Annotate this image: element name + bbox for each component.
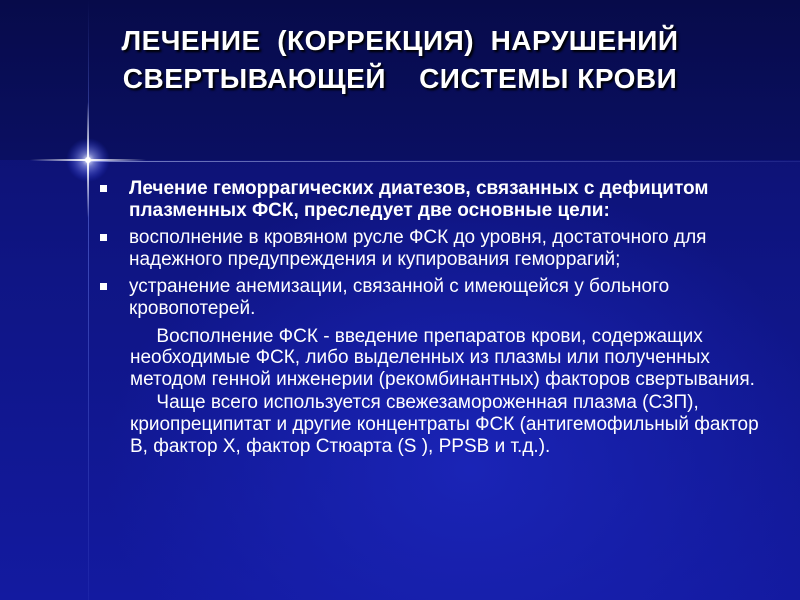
- separator-line: [90, 161, 800, 162]
- paragraph-fsk-replenishment: Восполнение ФСК - введение препаратов крови, содержащих необходимые ФСК, либо выделенных из плазмы или полученных методом генной инженерии (рекомбинантных) факторов свертывания.: [130, 325, 755, 390]
- bullet-item-anemia: [100, 276, 760, 319]
- square-bullet-icon: [100, 283, 107, 290]
- bullet-item-goals: [100, 178, 760, 221]
- square-bullet-icon: [100, 234, 107, 241]
- bullet-text: восполнение в кровяном русле ФСК до уровня, достаточного для надежного предупреждения и купирования геморрагий;: [129, 227, 707, 270]
- bullet-item-replenishment: [100, 227, 760, 270]
- bullet-text: Лечение геморрагических диатезов, связанных с дефицитом плазменных ФСК, преследует две основные цели:: [129, 178, 709, 221]
- slide-body: [100, 178, 764, 459]
- bullet-text: устранение анемизации, связанной с имеющейся у больного кровопотерей.: [129, 276, 670, 319]
- square-bullet-icon: [100, 185, 107, 192]
- slide-title: ЛЕЧЕНИЕ (КОРРЕКЦИЯ) НАРУШЕНИЙ СВЕРТЫВАЮЩЕЙ СИСТЕМЫ КРОВИ: [121, 25, 679, 94]
- paragraph-szp: Чаще всего используется свежезамороженная плазма (СЗП), криопреципитат и другие концентраты ФСК (антигемофильный фактор В, фактор X, фактор Стюарта (S ), PPSB и т.д.).: [130, 392, 764, 457]
